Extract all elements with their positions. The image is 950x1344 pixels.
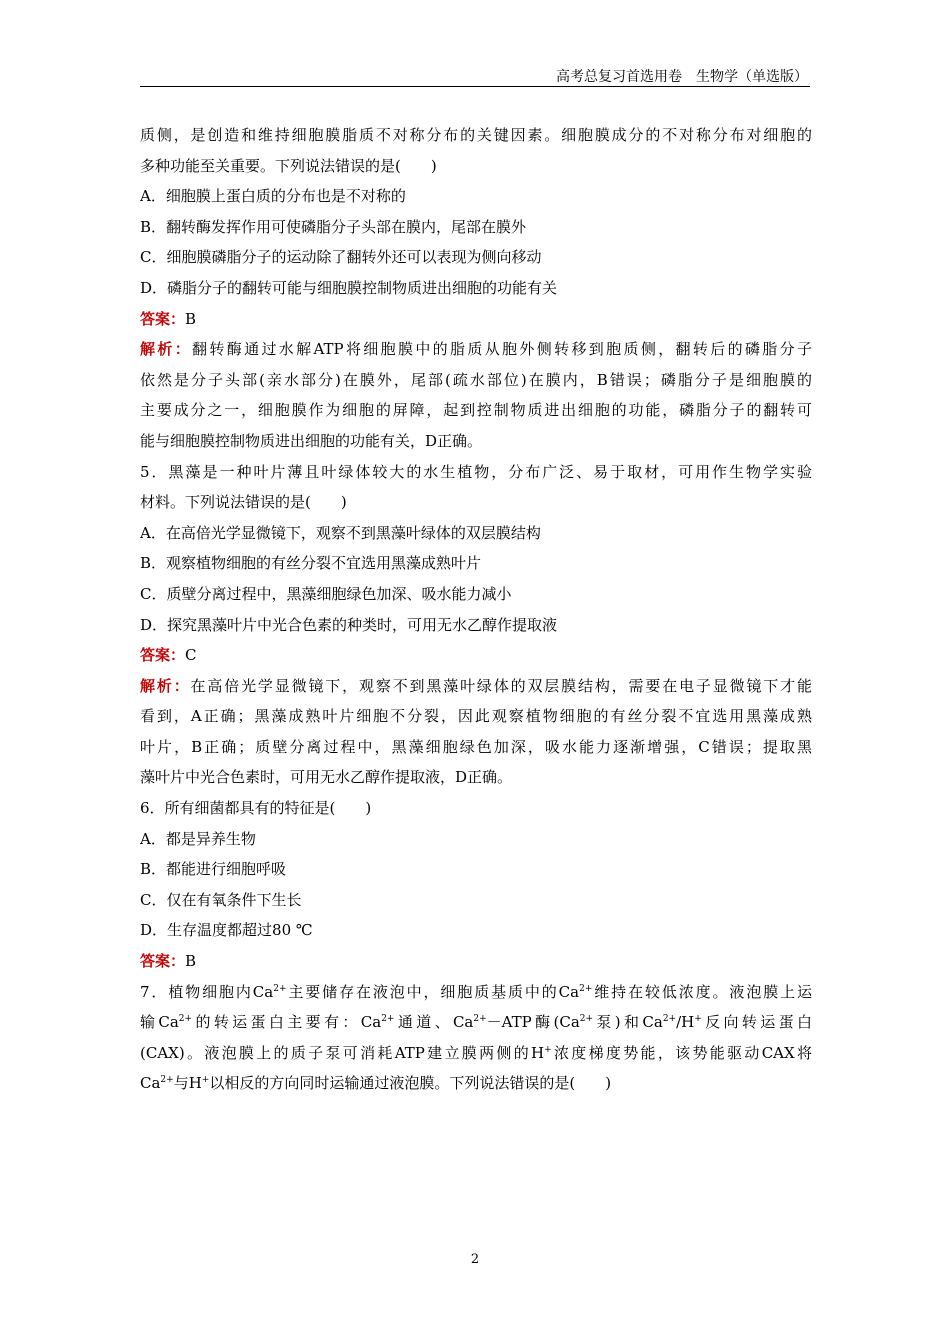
analysis-label: 解析： [140, 676, 191, 695]
q4-stem-line: 多种功能至关重要。下列说法错误的是( ) [140, 156, 437, 175]
q5-option-c: C．质壁分离过程中，黑藻细胞绿色加深、吸水能力减小 [140, 584, 512, 603]
q6-answer [140, 946, 812, 977]
q4-stem-line: 质侧，是创造和维持细胞膜脂质不对称分布的关键因素。细胞膜成分的不对称分布对细胞的 [140, 126, 812, 144]
q6-option-c: C．仅在有氧条件下生长 [140, 890, 302, 909]
q4-analysis-line: 解析：翻转酶通过水解ATP将细胞膜中的脂质从胞外侧转移到胞质侧，翻转后的磷脂分子 [140, 340, 812, 359]
page-header [140, 66, 810, 87]
q6-option-b: B．都能进行细胞呼吸 [140, 860, 287, 879]
q4-option-c: C．细胞膜磷脂分子的运动除了翻转外还可以表现为侧向移动 [140, 248, 542, 267]
q4-option-b: B．翻转酶发挥作用可使磷脂分子头部在膜内，尾部在膜外 [140, 217, 527, 236]
q6-option-a: A．都是异养生物 [140, 829, 256, 848]
page-content [140, 120, 812, 1099]
q7-stem-line: (CAX)。液泡膜上的质子泵可消耗ATP建立膜两侧的H+浓度梯度势能，该势能驱动CAX将 [140, 1043, 812, 1062]
q6-option-d: D．生存温度都超过80 ℃ [140, 921, 313, 940]
q7-stem-line: 7．植物细胞内$Ca^{2+}$主要储存在液泡中，细胞质基质中的$Ca^{2+}$维持在较低浓度。液泡膜上运 [140, 982, 812, 1001]
q5-analysis-line: 解析：在高倍光学显微镜下，观察不到黑藻叶绿体的双层膜结构，需要在电子显微镜下才能 [140, 676, 812, 695]
q5-analysis-line: 看到，A正确；黑藻成熟叶片细胞不分裂，因此观察植物细胞的有丝分裂不宜选用黑藻成熟 [140, 707, 812, 726]
q5-option-b: B．观察植物细胞的有丝分裂不宜选用黑藻成熟叶片 [140, 554, 482, 573]
page-number: 2 [470, 1252, 480, 1267]
q4-analysis-line: 依然是分子头部(亲水部分)在膜外，尾部(疏水部位)在膜内，B错误；磷脂分子是细胞膜的 [140, 370, 812, 389]
answer-value: B [185, 952, 197, 971]
q4-analysis-line: 能与细胞膜控制物质进出细胞的功能有关，D正确。 [140, 431, 483, 450]
analysis-label: 解析： [140, 340, 193, 359]
q4-option-a: A．细胞膜上蛋白质的分布也是不对称的 [140, 187, 406, 206]
q4-option-d: D．磷脂分子的翻转可能与细胞膜控制物质进出细胞的功能有关 [140, 278, 558, 297]
q6-stem-line: 6．所有细菌都具有的特征是( ) [140, 799, 372, 818]
q4-answer [140, 304, 812, 335]
answer-value: B [185, 309, 197, 328]
q5-answer [140, 640, 812, 671]
q5-stem-line: 5．黑藻是一种叶片薄且叶绿体较大的水生植物，分布广泛、易于取材，可用作生物学实验 [140, 462, 812, 481]
answer-label: 答案： [140, 309, 186, 328]
answer-label: 答案： [140, 646, 186, 665]
header-title: 高考总复习首选用卷 生物学（单选版） [556, 69, 808, 85]
q7-stem-line: $Ca^{2+}$与H+以相反的方向同时运输通过液泡膜。下列说法错误的是( ) [140, 1074, 612, 1093]
q5-option-d: D．探究黑藻叶片中光合色素的种类时，可用无水乙醇作提取液 [140, 615, 558, 634]
answer-label: 答案： [140, 952, 186, 971]
q7-stem-line: 输$Ca^{2+}$的转运蛋白主要有：$Ca^{2+}$通道、$Ca^{2+}-ATP$酶($Ca^{2+}$泵)和$Ca^{2+}/H^+$反向转运蛋白 [140, 1013, 812, 1032]
q5-analysis-line: 叶片，B正确；质壁分离过程中，黑藻细胞绿色加深，吸水能力逐渐增强，C错误；提取黑 [140, 737, 812, 756]
q4-analysis-line: 主要成分之一，细胞膜作为细胞的屏障，起到控制物质进出细胞的功能，磷脂分子的翻转可 [140, 401, 812, 420]
q5-analysis-line: 藻叶片中光合色素时，可用无水乙醇作提取液，D正确。 [140, 768, 513, 787]
q5-option-a: A．在高倍光学显微镜下，观察不到黑藻叶绿体的双层膜结构 [140, 523, 541, 542]
q5-stem-line: 材料。下列说法错误的是( ) [140, 493, 347, 512]
answer-value: C [185, 646, 197, 665]
